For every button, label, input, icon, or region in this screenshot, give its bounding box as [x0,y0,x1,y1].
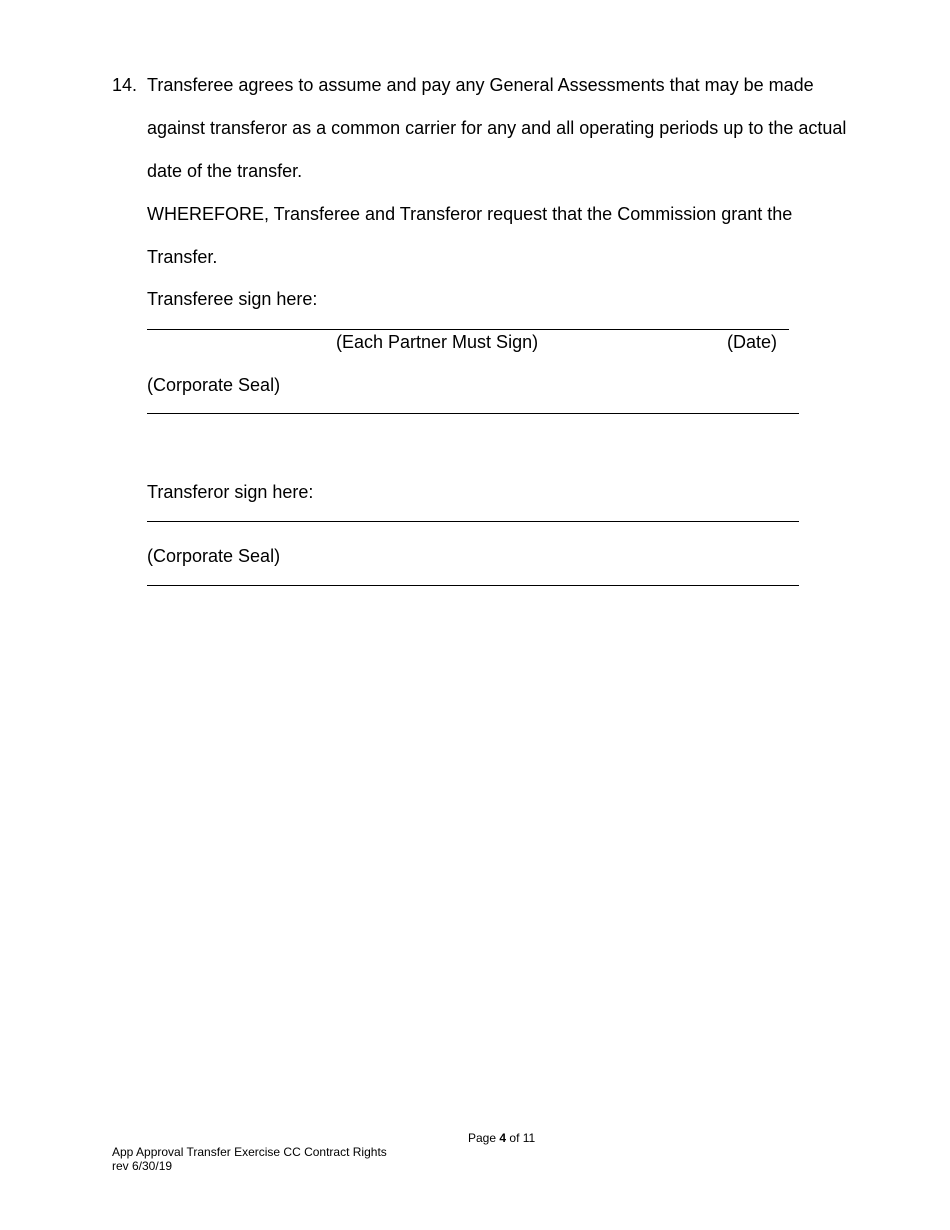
item14-line-1: Transferee agrees to assume and pay any General Assessments that may be made [147,75,814,95]
item-number: 14. [112,75,138,95]
date-caption: (Date) [727,332,778,352]
transferor-sign-label: Transferor sign here: [147,482,314,502]
transferee-seal-line[interactable] [147,413,799,414]
page-prefix: Page [468,1131,497,1145]
document-title: App Approval Transfer Exercise CC Contract Rights [112,1145,387,1159]
each-partner-caption: (Each Partner Must Sign) [336,332,539,352]
transferor-seal-line[interactable] [147,585,799,586]
transferee-signature-line[interactable] [147,329,789,330]
transferor-corporate-seal-label: (Corporate Seal) [147,546,281,566]
page-indicator [468,1131,535,1145]
item14-line-3: date of the transfer. [147,161,303,181]
page-total: of 11 [509,1131,536,1145]
wherefore-line-2: Transfer. [147,247,218,267]
wherefore-line-1: WHEREFORE, Transferee and Transferor request that the Commission grant the [147,204,793,224]
revision-date: rev 6/30/19 [112,1159,173,1173]
transferor-signature-line[interactable] [147,521,799,522]
transferee-corporate-seal-label: (Corporate Seal) [147,375,281,395]
transferee-sign-label: Transferee sign here: [147,289,318,309]
page-number: 4 [499,1131,507,1145]
item14-line-2: against transferor as a common carrier for any and all operating periods up to the actual [147,118,847,138]
